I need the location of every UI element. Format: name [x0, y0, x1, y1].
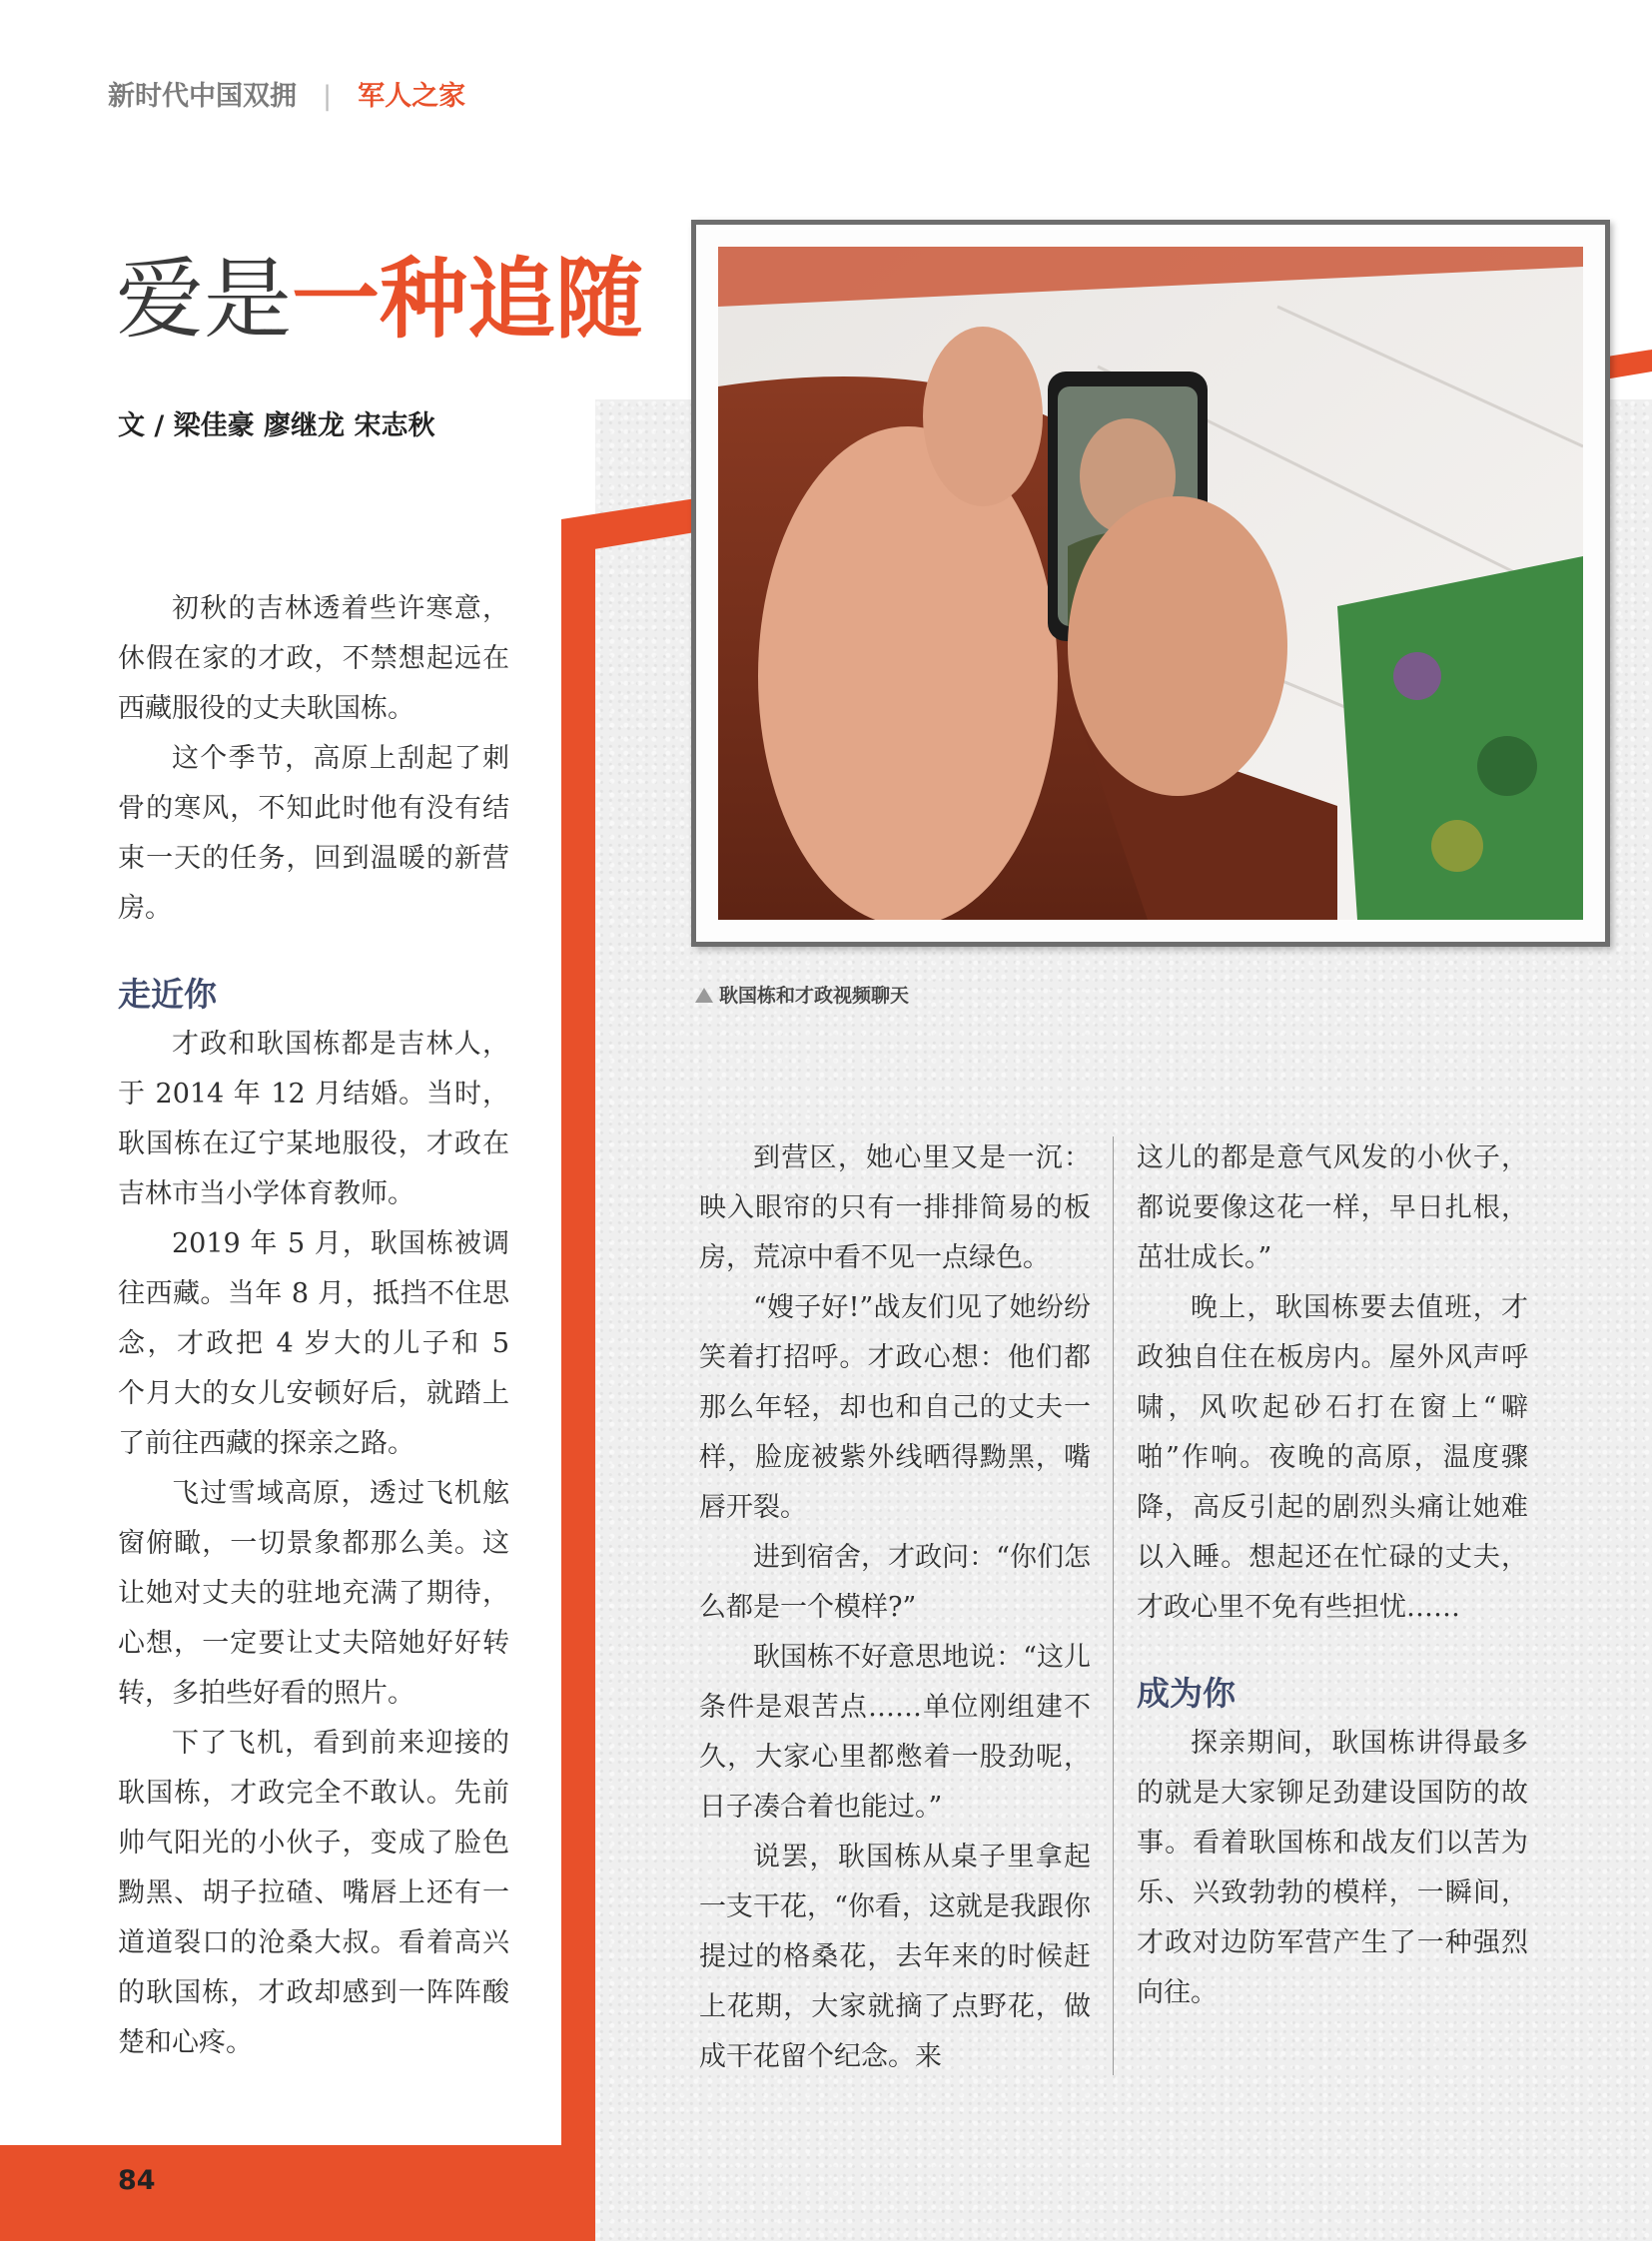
paragraph: 探亲期间，耿国栋讲得最多的就是大家铆足劲建设国防的故事。看着耿国栋和战友们以苦为乐、兴致勃勃的模样，一瞬间，才政对边防军营产生了一种强烈向往。 — [1137, 1728, 1528, 2008]
caption-triangle-icon — [695, 988, 713, 1003]
photo-caption — [695, 981, 909, 1008]
paragraph: 说罢，耿国栋从桌子里拿起一支干花，“你看，这就是我跟你提过的格桑花，去年来的时候赶上花期，大家就摘了点野花，做成干花留个纪念。来 — [699, 1842, 1091, 2072]
page-number: 84 — [118, 2165, 156, 2196]
paragraph: 这个季节，高原上刮起了刺骨的寒风，不知此时他有没有结束一天的任务，回到温暖的新营房。 — [118, 743, 509, 924]
article-title — [116, 248, 644, 351]
paragraph: 这儿的都是意气风发的小伙子，都说要像这花一样，早日扎根，茁壮成长。” — [1137, 1142, 1528, 1273]
paragraph: 才政和耿国栋都是吉林人，于 2014 年 12 月结婚。当时，耿国栋在辽宁某地服役，才政在吉林市当小学体育教师。 — [118, 1029, 509, 1209]
orange-footer-band — [0, 2145, 595, 2241]
column-divider — [1113, 1136, 1114, 2075]
paragraph: 晚上，耿国栋要去值班，才政独自住在板房内。屋外风声呼啸，风吹起砂石打在窗上“噼啪”作响。夜晚的高原，温度骤降，高反引起的剧烈头痛让她难以入睡。想起还在忙碌的丈夫，才政心里不免有些担忧…… — [1137, 1292, 1528, 1623]
video-chat-photo — [718, 247, 1583, 920]
paragraph: 到营区，她心里又是一沉：映入眼帘的只有一排排简易的板房，荒凉中看不见一点绿色。 — [699, 1142, 1091, 1273]
paragraph: “嫂子好!”战友们见了她纷纷笑着打招呼。才政心想：他们都那么年轻，却也和自己的丈夫一样，脸庞被紫外线晒得黝黑，嘴唇开裂。 — [699, 1292, 1091, 1523]
section-heading-zoujinni: 走近你 — [118, 975, 217, 1014]
section-title: 军人之家 — [358, 81, 466, 112]
paragraph: 下了飞机，看到前来迎接的耿国栋，才政完全不敢认。先前帅气阳光的小伙子，变成了脸色黝黑、胡子拉碴、嘴唇上还有一道道裂口的沧桑大叔。看着高兴的耿国栋，才政却感到一阵阵酸楚和心疼。 — [118, 1728, 509, 2058]
intro-paragraphs — [118, 584, 509, 934]
title-part-2: 一种追随 — [292, 248, 644, 351]
title-part-1: 爱是 — [116, 248, 293, 351]
middle-column — [699, 1133, 1091, 2082]
paragraph: 2019 年 5 月，耿国栋被调往西藏。当年 8 月，抵挡不住思念，才政把 4 岁大的儿子和 5 个月大的女儿安顿好后，就踏上了前往西藏的探亲之路。 — [118, 1228, 509, 1459]
section-heading-chengweini: 成为你 — [1137, 1674, 1236, 1713]
running-header — [108, 74, 465, 113]
right-paragraphs-bottom — [1137, 1719, 1528, 2018]
middle-paragraphs — [699, 1133, 1091, 2082]
header-separator: | — [323, 81, 333, 112]
body-paragraphs — [118, 1020, 509, 2068]
paragraph: 飞过雪域高原，透过飞机舷窗俯瞰，一切景象都那么美。这让她对丈夫的驻地充满了期待，心想，一定要让丈夫陪她好好转转，多拍些好看的照片。 — [118, 1478, 509, 1709]
paragraph: 耿国栋不好意思地说：“这儿条件是艰苦点……单位刚组建不久，大家心里都憋着一股劲呢，日子凑合着也能过。” — [699, 1642, 1091, 1823]
paragraph: 初秋的吉林透着些许寒意，休假在家的才政，不禁想起远在西藏服役的丈夫耿国栋。 — [118, 593, 509, 724]
photo-frame — [691, 220, 1610, 947]
byline: 文 / 梁佳豪 廖继龙 宋志秋 — [118, 410, 435, 441]
orange-vertical-bar — [561, 529, 595, 2241]
caption-text: 耿国栋和才政视频聊天 — [719, 985, 910, 1007]
right-column — [1137, 1133, 1528, 2018]
series-title: 新时代中国双拥 — [108, 81, 297, 112]
paragraph: 进到宿舍，才政问：“你们怎么都是一个模样?” — [699, 1542, 1091, 1623]
right-paragraphs-top — [1137, 1133, 1528, 1633]
left-column — [118, 584, 509, 2068]
